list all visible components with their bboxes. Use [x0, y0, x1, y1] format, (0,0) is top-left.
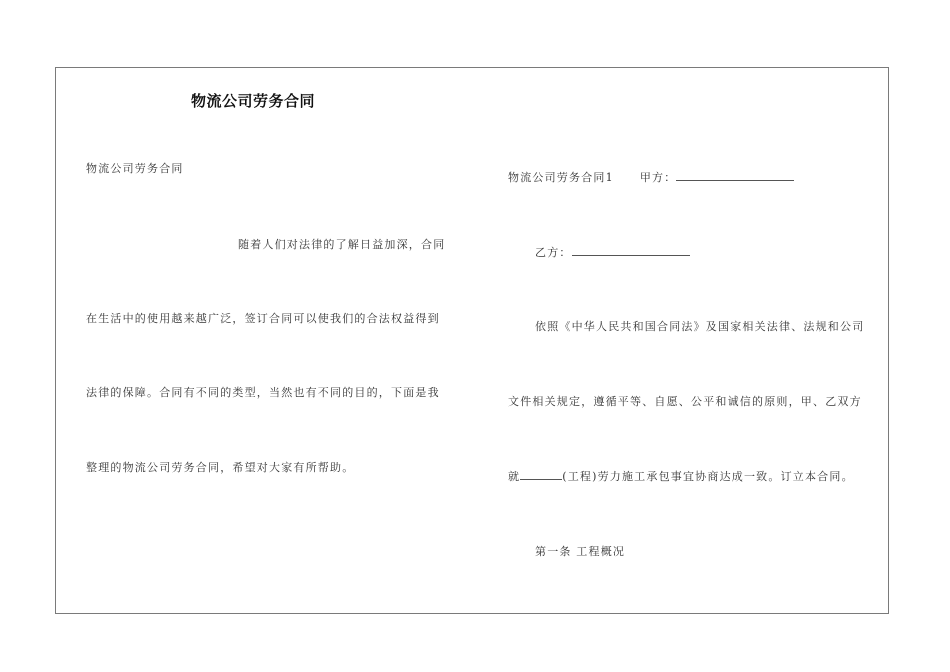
page-border [55, 67, 889, 614]
right-paragraph-line-2: 文件相关规定，遵循平等、自愿、公平和诚信的原则，甲、乙双方 [508, 395, 862, 408]
party-b-label: 乙方： [535, 246, 572, 259]
project-name-blank [520, 469, 562, 480]
right-paragraph-line-3 [508, 468, 854, 484]
right-paragraph-line-1: 依照《中华人民共和国合同法》及国家相关法律、法规和公司 [535, 320, 865, 333]
left-paragraph-line-2: 在生活中的使用越来越广泛，签订合同可以使我们的合法权益得到 [86, 312, 440, 325]
contract-heading [508, 169, 794, 185]
left-subtitle: 物流公司劳务合同 [86, 162, 184, 175]
party-b-line [535, 244, 690, 260]
party-b-blank [572, 245, 690, 256]
party-a-label: 甲方： [639, 171, 677, 184]
left-paragraph-line-4: 整理的物流公司劳务合同，希望对大家有所帮助。 [86, 461, 355, 474]
article-1-heading: 第一条 工程概况 [535, 545, 626, 558]
contract-heading-text: 物流公司劳务合同1 [508, 171, 614, 184]
line3-suffix: (工程)劳力施工承包事宜协商达成一致。订立本合同。 [562, 470, 854, 483]
left-paragraph-line-3: 法律的保障。合同有不同的类型，当然也有不同的目的，下面是我 [86, 386, 440, 399]
left-paragraph-line-1: 随着人们对法律的了解日益加深，合同 [238, 238, 446, 251]
document-title: 物流公司劳务合同 [191, 92, 316, 110]
party-a-blank [676, 170, 794, 181]
line3-prefix: 就 [508, 470, 521, 483]
